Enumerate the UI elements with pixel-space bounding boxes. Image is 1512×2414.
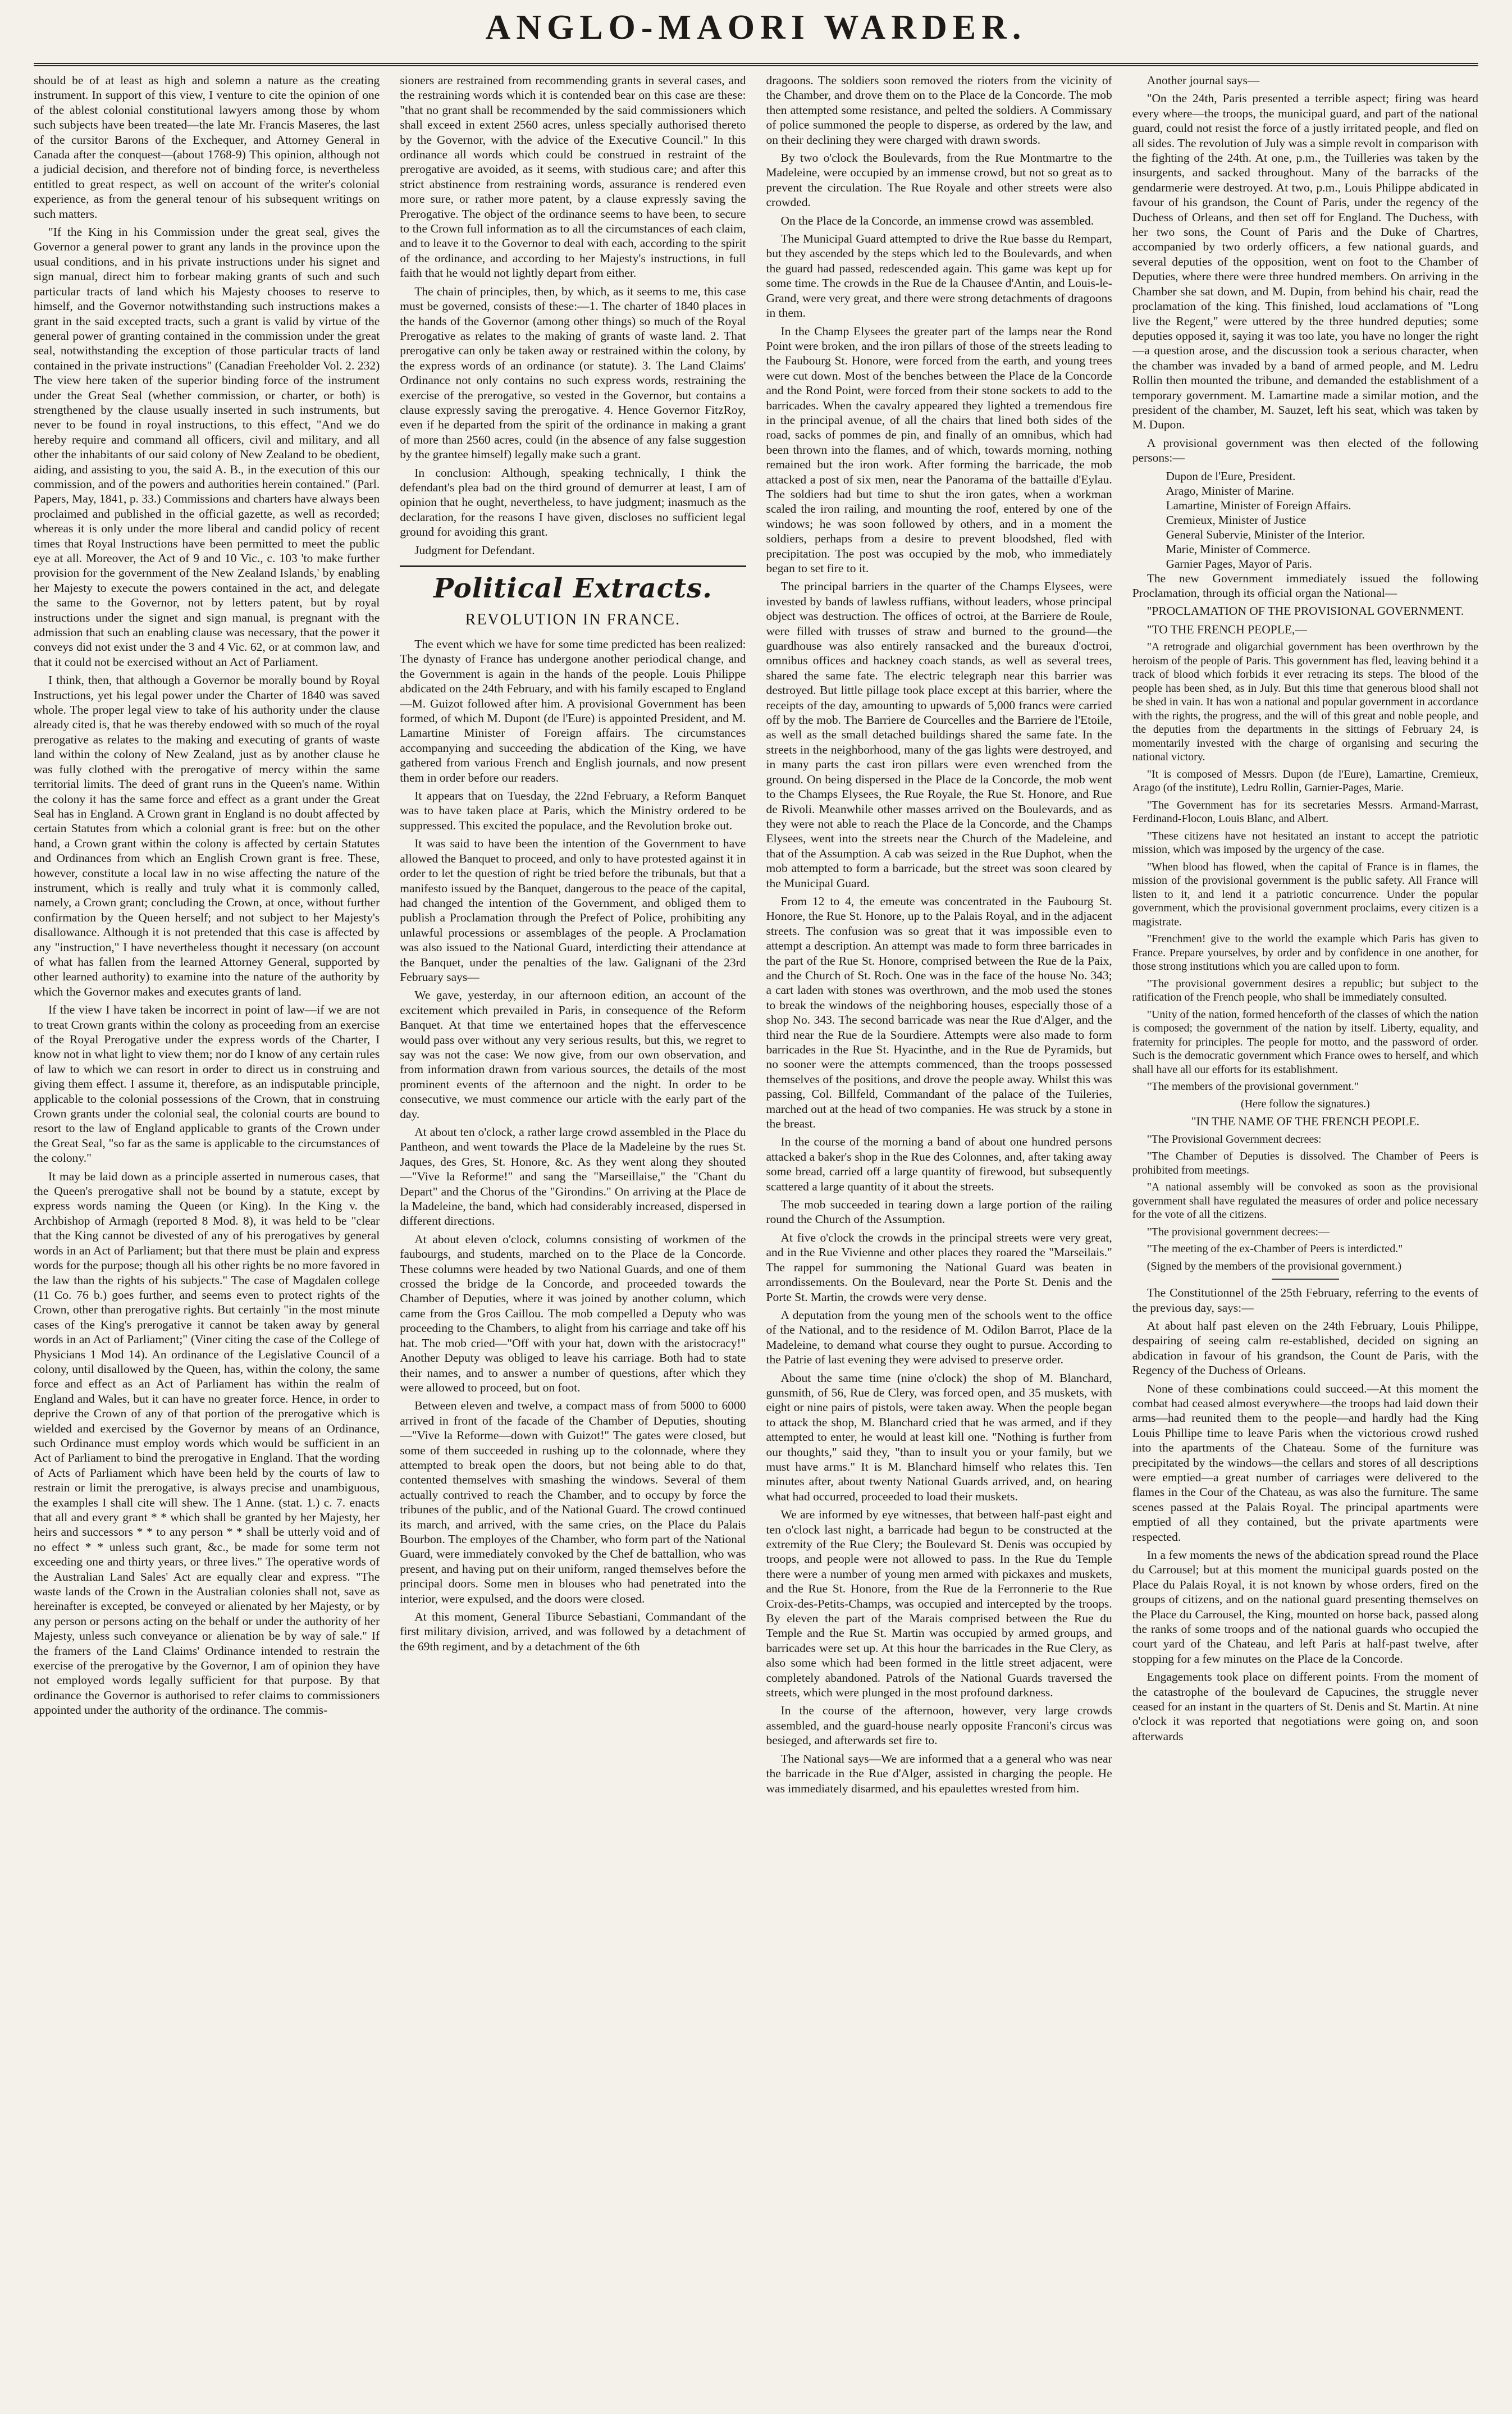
paragraph: At five o'clock the crowds in the principal streets were very great, and in the Rue Vivienne and other places they roared the "Marseilais." The rappel for summoning the National Guard was beaten in arrondissements. On the Boulevard, near the Porte St. Denis and the Porte St. Martin, the crowds were very dense. (766, 1230, 1112, 1304)
paragraph: "The members of the provisional government." (1146, 1080, 1359, 1093)
paragraph: We are informed by eye witnesses, that between half-past eight and ten o'clock last night, a barricade had begun to be constructed at the extremity of the Rue Clery; the Boulevard St. Denis was occupied by troops, and people were not allowed to pass. In the Rue du Temple there were a number of young men armed with pickaxes and muskets, and the Rue St. Honore, from the Rue de la Ferronnerie to the Rue Croix-des-Petits-Champs, was occupied and intercepted by the troops. By eleven the part of the Marais comprised between the Rue du Temple and the Rue St. Martin was occupied by armed groups, and barricades were set up. At this hour the barricades in the Rue Clery, as also some which had been formed in the little street adjacent, were completely abandoned. Patrols of the National Guards traversed the streets, which were plunged in the most profound darkness. (766, 1508, 1112, 1700)
paragraph: In the course of the morning a band of about one hundred persons attacked a baker's shop in the Rue des Colonnes, and, after taking away some bread, carried off a large quantity of firewood, but subsequently scattered a large quantity of it about the streets. (766, 1135, 1112, 1193)
divider (1272, 1279, 1339, 1280)
paragraph: "Unity of the nation, formed henceforth of the classes of which the nation is composed; the government of the nation by itself. Liberty, equality, and fraternity for principles. The people for motto, and the password of order. Such is the democratic government which France owes to herself, and which shall have all our efforts for its establishment. (1132, 1008, 1478, 1076)
list-item: Arago, Minister of Marine. (1166, 483, 1294, 498)
paragraph: "A national assembly will be convoked as soon as the provisional government shall have regulated the measures of order and police necessary for the vote of all the citizens. (1132, 1181, 1478, 1221)
paragraph: "The provisional government decrees:— (1146, 1225, 1330, 1238)
paragraph: By two o'clock the Boulevards, from the Rue Montmartre to the Madeleine, were occupied by an immense crowd, but not so great as to prevent the circulation. The Rue Royale and other streets were also crowded. (766, 151, 1112, 209)
paragraph: "A retrograde and oligarchial government has been overthrown by the heroism of the people of Paris. This government has fled, leaving behind it a track of blood which forbids it ever retracing its steps. The blood of the people has been shed, as in July. But this time that generous blood shall not be shed in vain. It has won a national and popular government in accordance with the rights, the progress, and the will of this great and noble people, and the deputies from the departments in the sittings of February 24, is momentarily invested with the charge of organising and securing the national victory. (1132, 641, 1478, 764)
paragraph: At about ten o'clock, a rather large crowd assembled in the Place du Pantheon, and went towards the Place de la Madeleine by the rues St. Jaques, des Gres, St. Honore, &c. As they went along they shouted—"Vive la Reforme!" and sang the "Marseillaise," the "Chant du Depart" and the Chorus of the "Girondins." On arriving at the Place de la Madeleine, the band, which had considerably increased, dispersed in different directions. (400, 1125, 746, 1228)
article-headline: REVOLUTION IN FRANCE. (465, 611, 681, 628)
paragraph: "TO THE FRENCH PEOPLE,— (1146, 622, 1307, 636)
paragraph: The Municipal Guard attempted to drive the Rue basse du Rempart, but they ascended by the steps which led to the Boulevards, and when the guard had passed, redescended again. This game was kept up for some time. The crowds in the Rue de la Chausee d'Antin, and Louis-le-Grand, were very great, and there were strong detachments of dragoons in them. (766, 232, 1112, 320)
paragraph: "The Government has for its secretaries Messrs. Armand-Marrast, Ferdinand-Flocon, Louis Blanc, and Albert. (1132, 798, 1478, 825)
decree-title: "IN THE NAME OF THE FRENCH PEOPLE. (1191, 1115, 1420, 1129)
paragraph: "It is composed of Messrs. Dupon (de l'Eure), Lamartine, Cremieux, Arago (of the institute), Ledru Rollin, Garnier-Pages, Marie. (1132, 768, 1478, 795)
paragraph: "The meeting of the ex-Chamber of Peers is interdicted." (1146, 1243, 1403, 1256)
section-divider (400, 565, 746, 567)
paragraph: "The Provisional Government decrees: (1146, 1133, 1322, 1146)
paragraph: None of these combinations could succeed.—At this moment the combat had ceased almost everywhere—the troops had laid down their arms—had reunited them to the people—and hardly had the King Louis Phillipe time to leave Paris when the victorious crowd rushed into the apartments of the Chateau. Some of the furniture was precipitated by the windows—the cellars and stores of all descriptions were emptied—a great number of carriages were delivered to the flames in the Cour of the Chateau, as was also the furniture. The same scenes passed at the Palais Royal. The principal apartments were emptied of all they contained, but the private apartments were respected. (1132, 1381, 1478, 1544)
paragraph: (Here follow the signatures.) (1240, 1097, 1370, 1110)
list-item: Marie, Minister of Commerce. (1166, 542, 1310, 556)
paragraph: The event which we have for some time predicted has been realized: The dynasty of France has undergone another periodical change, and the Government is again in the hands of the people. Louis Philippe abdicated on the 24th February, and with his family escaped to England—M. Guizot followed after him. A provisional Government has been formed, of which M. Dupont (de l'Eure) is appointed President, and M. Lamartine Minister of Foreign affairs. The circumstances accompanying and succeeding the abdication of the King, we have gathered from various French and English journals, and now present them in order before our readers. (400, 637, 746, 784)
paragraph: (Signed by the members of the provisional government.) (1146, 1260, 1401, 1272)
paragraph: At about eleven o'clock, columns consisting of workmen of the faubourgs, and students, marched on to the Place de la Concorde. These columns were headed by two National Guards, and one of them crossed the bridge de la Concorde, and proceeded towards the Chamber of Deputies, where it was joined by another column, which came from the Gros Caillou. The mob compelled a Deputy who was proceeding to the Chambers, to alight from his carriage and take off his hat. The mob cried—"Off with your hat, down with the aristocracy!" Another Deputy was obliged to leave his carriage. Both had to state their names, and to answer a number of questions, after which they were allowed to proceed, but on foot. (400, 1232, 746, 1394)
paragraph: On the Place de la Concorde, an immense crowd was assembled. (780, 213, 1094, 227)
paragraph: At this moment, General Tiburce Sebastiani, Commandant of the first military division, arrived, and was followed by a detachment of the 69th regiment, and by a detachment of the 6th (400, 1610, 746, 1653)
paragraph: "When blood has flowed, when the capital of France is in flames, the mission of the provisional government is the public safety. All France will listen to it, and lend it a patriotic concurrence. Under the popular government, which the provisional government proclaims, every citizen is a magistrate. (1132, 860, 1478, 928)
list-item: Dupon de l'Eure, President. (1166, 469, 1296, 483)
list-item: Cremieux, Minister of Justice (1166, 513, 1307, 527)
paragraph: I think, then, that although a Governor be morally bound by Royal Instructions, yet his legal power under the Charter of 1840 was saved whole. The proper legal view to take of his authority under the clause already cited is, that he was thereby endowed with so much of the royal prerogative as relates to the making and executing of grants of waste land within the colony of New Zealand, just as by another clause he was fully clothed with the prerogative of mercy within the same territorial limits. The deed of grant runs in the Queen's name. Within the colony it has the same force and effect as a grant under the Great Seal has in England. A Crown grant in England is no doubt affected by certain Statutes from which a colonial grant is free: but on the other hand, a Crown grant within the colony is affected by certain Statutes and Ordinances from which an English Crown grant is free. These, however, constitute a local law in no wise affecting the nature of the instrument, which is really and truly what it is commonly called, namely, a Crown grant; concluding the Crown, at once, without further confirmation by the Queen herself; and not subject to her Majesty's disallowance. Although it is not pretended that this case is affected by any "instruction," I have nevertheless thought it necessary (on account of what has fallen from the learned Attorney General, supported by other learned authority) to examine into the nature of the authority by which the Governor makes and executes grants of land. (34, 673, 380, 998)
list-item: Lamartine, Minister of Foreign Affairs. (1166, 498, 1351, 512)
paragraph: The National says—We are informed that a a general who was near the barricade in the Rue d'Alger, assisted in charging the people. He was immediately disarmed, and his epaulettes wrested from him. (766, 1751, 1112, 1795)
column-4 (1132, 73, 1478, 2398)
column-2 (400, 73, 746, 2398)
paragraph: If the view I have taken be incorrect in point of law—if we are not to treat Crown grants within the colony as proceeding from an exercise of the Royal Prerogative under the express words of the Charter, I know not in what light to view them; nor do I know of any certain rules of law to which we can resort in order to direct us in construing and giving them effect. I assume it, therefore, as an indisputable principle, applicable to the colonial possessions of the Crown, that in construing Crown grants under the colonial seal, the colonial courts are bound to resort to the law of England applicable to grants of the Crown under the Great Seal, "so far as the same is applicable to the circumstances of the colony." (34, 1003, 380, 1165)
paragraph: The Constitutionnel of the 25th February, referring to the events of the previous day, says:— (1132, 1286, 1478, 1315)
paragraph: From 12 to 4, the emeute was concentrated in the Faubourg St. Honore, the Rue St. Honore, up to the Palais Royal, and in the adjacent streets. The confusion was so great that it was impossible even to attempt a description. An attempt was made to form three barricades in the part of the Rue St. Honore, comprised between the Rue de la Paix, and the Church of St. Roch. One was in the face of the house No. 343; a cart laden with stones was overthrown, and the mob used the stones to break the windows of the neighboring houses, especially those of a shop No. 343. The second barricade was near the Rue d'Alger, and the third near the Rue de la Sourdiere. Attempts were also made to form barricades in the Rue St. Hyacinthe, and in the Rue de Pyramids, but no sooner were the attempts commenced, than the troops possessed themselves of the positions, and drove the people away. Whilst this was passing, Col. Billfeld, Commandant of the palace of the Tuileries, marched out at the head of two companies. He was struck by a stone in the breast. (766, 894, 1112, 1131)
paragraph: In conclusion: Although, speaking technically, I think the defendant's plea bad on the third ground of demurrer at least, I am of opinion that he ought, nevertheless, to have judgment; inasmuch as the declaration, for the reasons I have given, discloses no sufficient legal ground for avoiding this grant. (400, 466, 746, 539)
paragraph: The chain of principles, then, by which, as it seems to me, this case must be governed, consists of these:—1. The charter of 1840 places in the hands of the Governor (among other things) so much of the Royal Prerogative as relates to the making of grants of waste land. 2. That prerogative can only be taken away or restrained within the colony, by the express words of an ordinance (or statute). 3. The Land Claims' Ordinance not only contains no such express words, restraining the exercise of the prerogative, so vested in the Governor, but contains a clause expressly saving the prerogative. 4. Hence Governor FitzRoy, even if he departed from the spirit of the ordinance in making a grant of more than 2560 acres, could (in the absence of any false suggestion by the grantee himself) legally make such a grant. (400, 284, 746, 462)
paragraph: It appears that on Tuesday, the 22nd February, a Reform Banquet was to have taken place at Paris, which the Ministry ordered to be suppressed. This excited the populace, and the Revolution broke out. (400, 789, 746, 832)
list-item: Garnier Pages, Mayor of Paris. (1166, 556, 1312, 571)
paragraph: "On the 24th, Paris presented a terrible aspect; firing was heard every where—the troops, the municipal guard, and part of the national guard, could not resist the force of a justly irritated people, and fled on all sides. The revolution of July was a simple revolt in comparison with the fighting of the 24th. At one, p.m., the Tuilleries was taken by the insurgents, and sacked throughout. Many of the barracks of the gendarmerie were destroyed. At two, p.m., Louis Philippe abdicated in favour of his grandson, the Count of Paris, under the regency of the Duchess of Orleans, and then set off for England. The Duchess, with her two sons, the Count of Paris and the Duke of Chartres, accompanied by two orderly officers, a few national guards, and several deputies of the opposition, went on foot to the Chamber of Deputies, where there were three hundred members. On arriving in the Chamber she sat down, and M. Dupin, from behind his chair, read the proclamation of the king. This finished, loud acclamations of "Long live the Regent," were uttered by the three hundred deputies; some deputies opposed it, saying it was too late, you have no longer the right—a question arose, and the discussion took a serious character, when the chamber was invaded by a band of armed people, and M. Ledru Rollin then mounted the tribune, and demanded the establishment of a temporary government. M. Lamartine made a similar motion, and the president of the chamber, M. Sauzet, left his seat, which was taken by M. Dupon. (1132, 92, 1478, 432)
judgment-line: Judgment for Defendant. (414, 543, 535, 557)
columns (34, 73, 1478, 2398)
paragraph: The mob succeeded in tearing down a large portion of the railing round the Church of the Assumption. (766, 1198, 1112, 1226)
paragraph: A provisional government was then elected of the following persons:— (1132, 436, 1478, 465)
paragraph: In a few moments the news of the abdication spread round the Place du Carrousel; but at this moment the municipal guards posted on the Place du Palais Royal, it is not known by whose orders, fired on the groups of citizens, and on the national guard presenting themselves on the Place du Carrousel, the King, mounted on horse back, passed along the ranks of some troops and of the national guards who occupied the court yard of the Chateau, and left Paris at half-past twelve, after stopping for a few minutes on the Place de la Concorde. (1132, 1548, 1478, 1665)
paragraph: dragoons. The soldiers soon removed the rioters from the vicinity of the Chamber, and drove them on to the Place de la Concorde. The mob then attempted some resistance, and pelted the soldiers. A Commissary of police summoned the people to disperse, as ordered by the law, and on their declining they were charged with drawn swords. (766, 74, 1112, 147)
paragraph: In the Champ Elysees the greater part of the lamps near the Rond Point were broken, and the iron pillars of those of the streets leading to the Faubourg St. Honore, were forced from the earth, and young trees were cut down. Most of the benches between the Place de la Concorde and the Rond Point, were forced from their stone sockets to add to the barricades. When the cavalry appeared they lighted a tremendous fire in the principal avenue, of all the chairs that lined both sides of the road, sacks of pommes de pin, and finally of an omnibus, which had been thrown into the flames, and of which, towards morning, nothing remained but the iron work. After forming the barricade, the mob attacked a post of six men, near the Panorama of the battaille d'Eylau. The soldiers had but time to shut the iron gates, when a workman scaled the iron railing, and mounting the roof, entered by one of the windows; he was soon followed by others, and in a moment the soldiers, perhaps from a desire to prevent bloodshed, fled with precipitation. The post was occupied by the mob, who immediately began to set fire to it. (766, 324, 1112, 575)
paragraph: Engagements took place on different points. From the moment of the catastrophe of the boulevard de Capucines, the struggle never ceased for an instant in the quarters of St. Denis and St. Martin. At nine o'clock it was reported that negotiations were going on, and soon afterwards (1132, 1670, 1478, 1743)
column-1 (34, 73, 380, 2398)
paragraph: "The Chamber of Deputies is dissolved. The Chamber of Peers is prohibited from meetings. (1132, 1150, 1478, 1176)
masthead: ANGLO-MAORI WARDER. (34, 0, 1478, 66)
paragraph: In the course of the afternoon, however, very large crowds assembled, and the guard-house nearly opposite Franconi's circus was besieged, and afterwards set fire to. (766, 1704, 1112, 1747)
proclamation-title: "PROCLAMATION OF THE PROVISIONAL GOVERNMENT. (1146, 604, 1464, 618)
paragraph: "Frenchmen! give to the world the example which Paris has given to France. Prepare yourselves, by order and by confidence in one another, for those strong institutions which you are called upon to form. (1132, 933, 1478, 973)
list-item: General Subervie, Minister of the Interior. (1166, 527, 1365, 541)
paragraph: "These citizens have not hesitated an instant to accept the patriotic mission, which was imposed by the urgency of the case. (1132, 829, 1478, 856)
paragraph: About the same time (nine o'clock) the shop of M. Blanchard, gunsmith, of 56, Rue de Clery, was forced open, and 35 muskets, with eight or nine pairs of pistols, were taken away. When the people began to attack the shop, M. Blanchard cried that he was armed, and if they attempted to enter, he would at least kill one. "Nothing is further from our thoughts," said they, "than to insult you or your family, but we must have arms." It is M. Blanchard himself who relates this. Ten minutes after, about twenty National Guards arrived, and, on hearing what had occurred, proceeded to load their muskets. (766, 1371, 1112, 1503)
paragraph: sioners are restrained from recommending grants in several cases, and the restraining words which it is contended bear on this case are these: "that no grant shall be recommended by the said commissioners which shall exceed in extent 2560 acres, unless specially authorised thereto by the Governor, with the advice of the Executive Council." In this ordinance all words which could be construed in restraint of the prerogative are avoided, as it seems, with studious care; and after this strict abstinence from restraining words, assurance is rendered even more sure, or rather more patent, by a clause expressly saving the Prerogative. The object of the ordinance seems to have been, to secure to the Crown full information as to all the circumstances of each claim, and to leave it to the Governor to deal with each, according to the spirit of the ordinance, and according to her Majesty's instructions, in full faith that he would not lightly depart from either. (400, 74, 746, 280)
paragraph: It may be laid down as a principle asserted in numerous cases, that the Queen's prerogative shall not be bound by a statute, except by express words naming the Queen (or King). In the King v. the Archbishop of Armagh (reported 8 Mod. 8), it was held to be "clear that the King cannot be divested of any of his prerogatives by general words in an Act of Parliament; but that there must be plain and express words for the purpose; though all his other rights be no more favored in the law than the rights of his subjects." The case of Magdalen college (11 Co. 76 b.) goes further, and seems even to protect rights of the Crown, other than prerogative rights. But certainly "in the most minute cases of the King's prerogative it cannot be taken away by general words in an Act of Parliament;" (Viner citing the case of the College of Physicians 1 Mod 14). An ordinance of the Legislative Council of a colony, until disallowed by the Queen, has, within the colony, the same force and effect as an Act of Parliament has within the realm of England and Wales, but it can have no greater force. Hence, in order to deprive the Crown of any of that portion of the prerogative which is wielded and exercised by the Governor by means of an Ordinance, such Ordinance must employ words which would be sufficient in an Act of Parliament to bind the prerogative in England. That the wording of Acts of Parliament which have been held by the courts of law to restrain or limit the prerogative, is always precise and unambiguous, the examples I shall cite will shew. The 1 Anne. (stat. 1.) c. 7. enacts that all and every grant * * which shall be granted by her Majesty, her heirs and successors * * to any person * * shall be utterly void and of no effect * * unless such grant, &c., be made for some term not exceeding one and thirty years, or three lives." The operative words of the Australian Land Sales' Act are equally clear and express. "The waste lands of the Crown in the Australian colonies shall not, save as hereinafter is excepted, be conveyed or alienated by her Majesty, or by any person or persons acting on the behalf or under the authority of her Majesty, unless such conveyance or alienation be by way of sale." If the framers of the Land Claims' Ordinance intended to restrain the exercise of the prerogative by the Governor, I am of opinion they have not employed words legally sufficient for that purpose. By that ordinance the Governor is authorised to refer claims to commissioners appointed under the authority of the ordinance. The commis- (34, 1169, 380, 1717)
paragraph: The principal barriers in the quarter of the Champs Elysees, were invested by bands of lawless ruffians, without leaders, whose principal object was destruction. The offices of octroi, at the Barriere de Roule, were filled with trusses of straw and burned to the ground—the guardhouse was also entirely ransacked and the bureaux d'octroi, omnibus offices and hackney coach stands, as well as several trees, shared the same fate. The electric telegraph near this barrier was destroyed. But little pillage took place except at this barrier, where the receipts of the day, amounting to upwards of 5,000 francs were carried off by the mob. The Barriere de Courcelles and the Barriere de l'Etoile, as well as the small detached buildings shared the same fate. In the streets in the neighborhood, many of the gas lights were destroyed, and in many parts the cast iron pillars were even wrenched from the ground. On being dispersed in the Place de la Concorde, the mob went to the Champs Elysees, the Rue Royale, the Rue St. Honore, and Rue de Rivoli. Meanwhile other masses arrived on the Boulevards, and as they were not able to reach the Place de la Concorde, and the Champs Elysees, went into the streets near the Church of the Madeleine, and that of the Assumption. A cab was seized in the Rue Duphot, when the mob attempted to form a barricade, but the street was soon cleared by the Municipal Guard. (766, 579, 1112, 890)
paragraph: "If the King in his Commission under the great seal, gives the Governor a general power to grant any lands in the province upon the usual conditions, and in his private instructions under his signet and sign manual, direct him to forbear making grants of such and such particular tracts of land which his Majesty chooses to reserve to himself, and the Governor notwithstanding such instructions makes a grant in the said excepted tracts, such a grant is valid by virtue of the general power of granting contained in the commission under the great seal, notwithstanding the exception of those particular tracts of land contained in the private instructions" (Canadian Freeholder Vol. 2. 232) The view here taken of the superior binding force of the instrument under the Great Seal (whether commission, or charter, or both) is strengthened by the clause usually inserted in such instruments, but never to be found in royal instructions, to this effect, "And we do hereby require and command all officers, civil and military, and all other the inhabitants of our said colony of New Zealand to be obedient, aiding, and assisting to you, the said A. B., in the execution of this our commission, and of the powers and authorities herein contained." (Parl. Papers, May, 1841, p. 33.) Commissions and charters have always been proclaimed and published in the official gazette, as well as recorded; whereas it is only under the more liberal and candid policy of recent times that Royal Instructions have been permitted to meet the public eye at all. Moreover, the Act of 9 and 10 Vic., c. 103 'to make further provision for the government of the New Zealand Islands,' by enabling her Majesty to execute the powers contained in the act, and delegate the same to the Governor, not by letters patent, but by royal instructions under the signet and sign manual, is pregnant with the admission that such an enabling clause was necessary, that the power it conveys did not exist under the 3 and 4 Vic. 62, or at common law, and that it could not be exercised without an Act of Parliament. (34, 225, 380, 669)
column-3 (766, 73, 1112, 2398)
paragraph: should be of at least as high and solemn a nature as the creating instrument. In support of this view, I venture to cite the opinion of one of the ablest colonial constitutional lawyers among those by whom such subjects have been treated—the late Mr. Francis Maseres, the last of the cursitor Barons of the Exchequer, and Attorney General in Canada after the conquest—(about 1768-9) This opinion, although not a judicial decision, and therefore not of binding force, is nevertheless entitled to great respect, as well on account of the writer's colonial experience, as from the general tenour of his subsequent writings on such matters. (34, 74, 380, 221)
paragraph: It was said to have been the intention of the Government to have allowed the Banquet to proceed, and only to have protested against it in order to let the question of right be tried before the tribunals, but that a manifesto issued by the Banquet, dangerous to the peace of the capital, had changed the intention of the Government, and obliged them to publish a Proclamation through the Prefect of Police, prohibiting any unlawful processions or assemblages of the people. A Proclamation was also issued to the National Guard, interdicting their attendance at the Banquet, under the penalties of the law. Galignani of the 23rd February says— (400, 837, 746, 984)
section-heading: Political Extracts. (433, 573, 712, 604)
paragraph: At about half past eleven on the 24th February, Louis Philippe, despairing of seeing calm re-established, decided on signing an abdication in favour of his grandson, the Count de Paris, with the Regency of the Duchess of Orleans. (1132, 1318, 1478, 1377)
paragraph: Another journal says— (1146, 74, 1260, 87)
paragraph: "The provisional government desires a republic; but subject to the ratification of the French people, who shall be immediately consulted. (1132, 977, 1478, 1004)
paragraph: A deputation from the young men of the schools went to the office of the National, and to the residence of M. Odilon Barrot, Place de la Madeleine, to demand what course they ought to pursue. According to the Patrie of last evening they were advised to preserve order. (766, 1308, 1112, 1367)
paragraph: We gave, yesterday, in our afternoon edition, an account of the excitement which prevailed in Paris, in consequence of the Reform Banquet. At that time we entertained hopes that the effervescence would pass over without any very serious results, but this, we regret to say was not the case: We now give, from our own observation, and from information drawn from various sources, the details of the most prominent events of the afternoon and the night. In order to be consecutive, we must commence our article with the early part of the day. (400, 988, 746, 1121)
paragraph: The new Government immediately issued the following Proclamation, through its official organ the National— (1132, 571, 1478, 600)
paragraph: Between eleven and twelve, a compact mass of from 5000 to 6000 arrived in front of the facade of the Chamber of Deputies, shouting—"Vive la Reforme—down with Guizot!" The gates were closed, but some of them succeeded in rushing up to the colonnade, where they attempted to break open the doors, but not being able to do that, contented themselves with smashing the windows. Several of them actually contrived to reach the Chamber, and to occupy by force the tribunes of the public, and of the National Guard. The crowd continued its march, and arrived, with the same cries, on the Place du Palais Bourbon. The employes of the Chamber, who form part of the National Guard, were immediately convoked by the Chef de battallion, who was present, and having put on their uniform, ranged themselves before the principal doors. Some men in blouses who had penetrated into the interior, were expulsed, and the doors were closed. (400, 1399, 746, 1605)
